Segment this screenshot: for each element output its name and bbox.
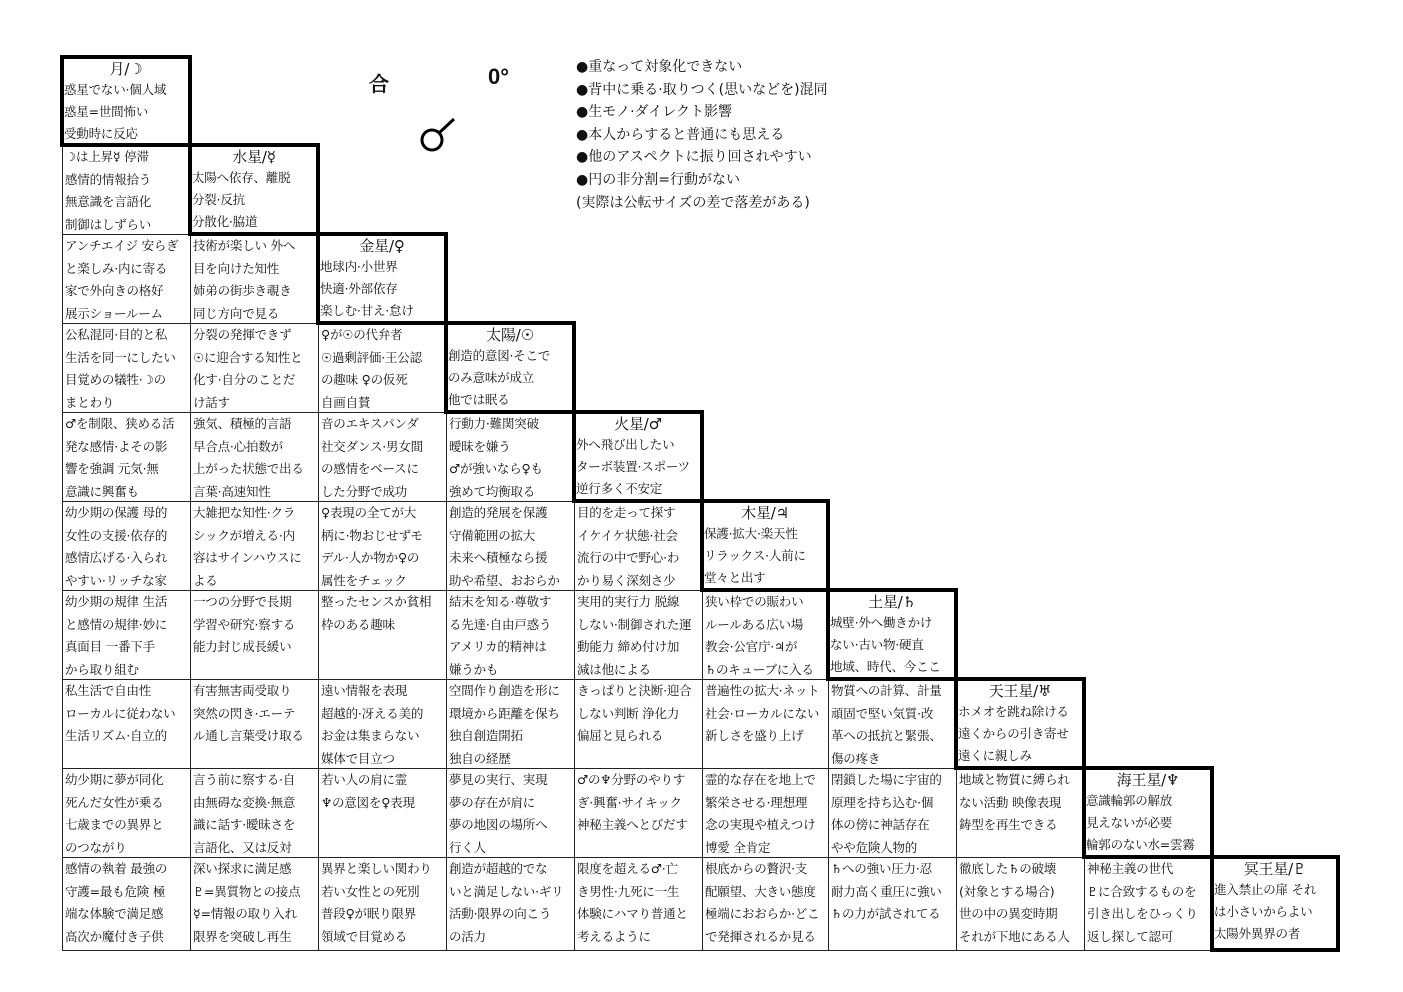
cell-text-line: ♇=異質物との接点: [193, 883, 301, 899]
note-item: ●円の非分割=行動がない: [576, 171, 740, 188]
cell-text-line: 若い人の肩に霊: [321, 772, 408, 787]
aspect-cell-mercury-neptune: [190, 768, 319, 858]
cell-text-line: 由無碍な変換·無意: [193, 794, 296, 810]
cell-text-line: き男性·九死に一生: [577, 883, 680, 899]
cell-text-line: 創造が超越的でな: [449, 861, 548, 876]
cell-text-line: ♆の意図を♀表現: [321, 794, 415, 810]
cell-text-line: 幼少期に夢が同化: [65, 772, 164, 787]
cell-text-line: 鋳型を再生できる: [959, 817, 1058, 832]
cell-text-line: 無意識を言語化: [65, 194, 152, 209]
cell-text-line: 言語化、又は反対: [193, 839, 292, 855]
planet-cell-venus: [316, 232, 448, 325]
cell-text-line: 属性をチェック: [321, 572, 407, 588]
cell-text-line: 自画自賛: [321, 394, 371, 410]
planet-text-line: ターボ装置·スポーツ: [576, 459, 690, 474]
cell-text-line: 未来へ積極なら援: [449, 550, 548, 565]
cell-text-line: 徹底した♄の破壊: [959, 861, 1057, 876]
cell-text-line: 感情の執着 最強の: [65, 861, 168, 876]
cell-text-line: 言う前に察する·自: [193, 772, 296, 787]
cell-text-line: 媒体で目立つ: [321, 750, 395, 766]
cell-text-line: 神秘主義へとびだす: [577, 817, 688, 832]
cell-text-line: まとわり: [65, 394, 115, 410]
aspect-cell-sun-neptune: [446, 768, 575, 858]
aspect-cell-mercury-saturn: [190, 590, 319, 680]
cell-text-line: 嫌うかも: [449, 661, 499, 677]
planet-cell-pluto: [1210, 855, 1340, 952]
cell-text-line: 空間作り創造を形に: [449, 683, 560, 698]
cell-text-line: 大雑把な知性·クラ: [193, 505, 296, 520]
cell-text-line: 異界と楽しい関わり: [321, 861, 432, 876]
cell-text-line: け話す: [193, 394, 230, 410]
cell-text-line: いと満足しない·ギリ: [449, 883, 564, 899]
cell-text-line: 動能力 締め付け加: [577, 639, 680, 654]
cell-text-line: ☉過剰評価·王公認: [321, 349, 422, 365]
cell-text-line: 活動·限界の向こう: [449, 906, 552, 921]
cell-text-line: 体の傍に神話存在: [831, 817, 930, 832]
cell-text-line: 整ったセンスか貧相: [321, 594, 432, 609]
planet-text-line: 堂々と出す: [704, 570, 766, 585]
cell-text-line: ローカルに従わない: [65, 705, 176, 721]
cell-text-line: それが下地にある人: [959, 928, 1070, 944]
aspect-cell-venus-mars: [318, 412, 447, 502]
cell-text-line: 偏屈と見られる: [577, 728, 664, 743]
aspect-cell-venus-pluto: [318, 857, 447, 951]
cell-text-line: 死んだ女性が乗る: [65, 794, 164, 810]
planet-text-line: 外へ飛び出したい: [576, 437, 675, 452]
aspect-cell-jupiter-pluto: [702, 857, 829, 951]
cell-text-line: 強めて均衡取る: [449, 483, 536, 499]
cell-text-line: 夢の存在が肩に: [449, 794, 536, 810]
cell-text-line: 考えるように: [577, 928, 651, 944]
aspect-cell-mars-neptune: [574, 768, 703, 858]
planet-text-line: 創造的意図·そこで: [448, 348, 551, 363]
cell-text-line: 流行の中で野心·わ: [577, 550, 680, 565]
cell-text-line: 頑固で堅い気質·改: [831, 705, 934, 721]
cell-text-line: 物質への計算、計量: [831, 683, 942, 698]
cell-text-line: 行動力·難関突破: [449, 416, 539, 431]
planet-cell-moon: [60, 55, 192, 147]
planet-cell-uranus: [954, 677, 1086, 770]
cell-text-line: ♄への強い圧力·忍: [831, 861, 932, 876]
cell-text-line: [321, 659, 446, 681]
cell-text-line: 容はサインハウスに: [193, 550, 302, 565]
planet-title: 金星/♀: [359, 237, 405, 255]
cell-text-line: ♀表現の全てが大: [321, 505, 417, 520]
cell-text-line: 神秘主義の世代: [1087, 861, 1174, 876]
cell-text-line: 目的を走って探す: [577, 505, 676, 520]
cell-text-line: しない·制御された運: [577, 616, 692, 632]
cell-text-line: で発揮されるか見る: [705, 928, 816, 944]
planet-text-line: リラックス·人前に: [704, 548, 806, 563]
cell-text-line: イケイケ状態·社会: [577, 527, 678, 543]
aspect-cell-saturn-pluto: [828, 857, 957, 951]
cell-text-line: 創造的発展を保護: [449, 505, 548, 520]
cell-text-line: [577, 837, 702, 859]
planet-title: 木星/♃: [741, 504, 789, 522]
aspect-degree: 0°: [488, 64, 510, 89]
aspect-cell-sun-jupiter: [446, 501, 575, 591]
cell-text-line: 突然の閃き·エーテ: [193, 705, 296, 721]
planet-cell-saturn: [826, 588, 958, 681]
cell-text-line: 原理を持ち込む·個: [831, 794, 934, 810]
aspect-cell-moon-jupiter: [62, 501, 191, 591]
aspect-cell-mercury-pluto: [190, 857, 319, 951]
aspect-cell-venus-saturn: [318, 590, 447, 680]
aspect-cell-moon-mercury: [62, 145, 191, 235]
cell-text-line: きっぱりと決断·迎合: [577, 683, 692, 698]
cell-text-line: と感情の規律·妙に: [65, 616, 168, 632]
aspect-cell-saturn-uranus: [828, 679, 957, 769]
cell-text-line: の活力: [449, 928, 486, 944]
cell-text-line: 若い女性との死別: [321, 883, 420, 899]
cell-text-line: [959, 837, 1084, 859]
cell-text-line: の趣味 ♀の仮死: [321, 372, 408, 387]
cell-text-line: ル通し言葉受け取る: [193, 728, 304, 743]
cell-text-line: [321, 837, 446, 859]
cell-text-line: 学習や研究·察する: [193, 616, 296, 632]
cell-text-line: 限界を突破し再生: [193, 928, 292, 944]
aspect-cell-mercury-sun: [190, 323, 319, 413]
planet-title: 月/☽: [109, 60, 143, 78]
cell-text-line: 繁栄させる·理想理: [705, 794, 808, 810]
cell-text-line: 体験にハマり普通と: [577, 906, 688, 921]
note-item: ●背中に乗る·取りつく(思いなどを)混同: [576, 81, 828, 98]
cell-text-line: 普段♀が眠り限界: [321, 906, 417, 921]
planet-text-line: のみ意味が成立: [448, 370, 535, 385]
cell-text-line: ♂が強いなら♀も: [449, 461, 543, 476]
cell-text-line: 幼少期の規律 生活: [65, 594, 168, 609]
planet-cell-jupiter: [700, 499, 830, 592]
cell-text-line: 姉弟の街歩き覗き: [193, 283, 292, 298]
cell-text-line: ♄の力が試されてる: [831, 906, 941, 921]
cell-text-line: 新しさを盛り上げ: [705, 728, 804, 743]
aspect-cell-venus-uranus: [318, 679, 447, 769]
planet-text-line: 地球内·小世界: [320, 259, 398, 274]
cell-text-line: ルールある広い場: [705, 616, 804, 632]
cell-text-line: 幼少期の保護 母的: [65, 505, 168, 520]
cell-text-line: ♀が☉の代弁者: [321, 327, 403, 342]
cell-text-line: 耐力高く重圧に強い: [831, 883, 942, 899]
cell-text-line: 家で外向きの格好: [65, 283, 164, 298]
aspect-cell-sun-mars: [446, 412, 575, 502]
aspect-cell-moon-venus: [62, 234, 191, 324]
cell-text-line: した分野で成功: [321, 483, 408, 499]
aspect-cell-mercury-mars: [190, 412, 319, 502]
cell-text-line: 助や希望、おおらか: [449, 572, 560, 588]
cell-text-line: やや危険人物的: [831, 839, 918, 855]
cell-text-line: ♂を制限、狭める活: [65, 416, 175, 431]
planet-text-line: は小さいからよい: [1214, 904, 1313, 919]
cell-text-line: 同じ方向で見る: [193, 305, 280, 321]
cell-text-line: 結末を知る·尊敬す: [449, 594, 552, 609]
cell-text-line: る先達·自由戸惑う: [449, 616, 552, 632]
cell-text-line: 根底からの贅沢·支: [705, 861, 808, 876]
cell-text-line: 真面目 一番下手: [65, 639, 155, 654]
cell-text-line: 夢の地図の場所へ: [449, 817, 548, 832]
cell-text-line: 強気、積極的言語: [193, 416, 292, 431]
cell-text-line: 響を強調 元気·無: [65, 461, 159, 476]
cell-text-line: 七歳までの異界と: [65, 817, 164, 832]
cell-text-line: 超越的·冴える美的: [321, 705, 424, 721]
cell-text-line: 実用的実行力 脱線: [577, 594, 680, 609]
planet-cell-mercury: [188, 143, 320, 236]
planet-text-line: 輪郭のない水=雲霧: [1086, 837, 1195, 852]
cell-text-line: と楽しみ·内に寄る: [65, 260, 168, 276]
note-item: ●他のアスペクトに振り回されやすい: [576, 149, 812, 166]
planet-text-line: 逆行多く不安定: [576, 481, 663, 496]
aspect-cell-moon-mars: [62, 412, 191, 502]
cell-text-line: [193, 748, 318, 770]
aspect-cell-moon-uranus: [62, 679, 191, 769]
cell-text-line: 革への抵抗と緊張、: [831, 728, 942, 743]
aspect-cell-mars-saturn: [574, 590, 703, 680]
cell-text-line: 枠のある趣味: [321, 616, 395, 632]
note-item: ●生モノ·ダイレクト影響: [576, 104, 732, 121]
planet-cell-neptune: [1082, 766, 1214, 859]
cell-text-line: ☿=情報の取り入れ: [193, 906, 297, 921]
cell-text-line: 分裂の発揮できず: [193, 327, 292, 342]
aspect-cell-venus-neptune: [318, 768, 447, 858]
cell-text-line: 上がった状態で出る: [193, 461, 304, 476]
cell-text-line: ない活動 映像表現: [959, 794, 1062, 810]
planet-text-line: 遠くに親しみ: [958, 748, 1032, 763]
planet-title: 海王星/♆: [1116, 771, 1180, 789]
cell-text-line: 霊的な存在を地上で: [705, 772, 816, 787]
cell-text-line: [705, 748, 828, 770]
cell-text-line: アンチエイジ 安らぎ: [65, 238, 179, 253]
aspect-cell-neptune-pluto: [1084, 857, 1213, 951]
cell-text-line: 行く人: [449, 839, 486, 855]
planet-text-line: 城壁·外へ働きかけ: [830, 615, 933, 630]
cell-text-line: [193, 659, 318, 681]
planet-text-line: 太陽へ依存、離脱: [192, 170, 291, 185]
planet-text-line: 楽しむ·甘え·怠け: [320, 303, 414, 318]
cell-text-line: 減は他による: [577, 661, 651, 677]
conjunction-symbol-icon: [418, 116, 462, 156]
planet-title: 天王星/♅: [988, 682, 1052, 700]
cell-text-line: 音のエキスパンダ: [321, 416, 419, 431]
cell-text-line: 生活を同一にしたい: [65, 349, 176, 365]
cell-text-line: 環境から距離を保ち: [449, 705, 560, 721]
cell-text-line: 深い探求に満足感: [193, 861, 292, 876]
aspect-cell-jupiter-saturn: [702, 590, 829, 680]
planet-text-line: 快適·外部依存: [320, 281, 398, 296]
planet-text-line: 進入禁止の扉 それ: [1214, 882, 1317, 897]
planet-text-line: 意識輪郭の解放: [1086, 793, 1173, 808]
planet-text-line: 見えないが必要: [1086, 815, 1173, 830]
cell-text-line: 限度を超える♂·亡: [577, 861, 678, 876]
cell-text-line: 高次か魔付き子供: [65, 928, 164, 944]
cell-text-line: ぎ·興奮·サイキック: [577, 794, 682, 810]
cell-text-line: 化す·自分のことだ: [193, 372, 296, 387]
aspect-cell-saturn-neptune: [828, 768, 957, 858]
cell-text-line: 守備範囲の拡大: [449, 527, 536, 543]
aspect-cell-mars-jupiter: [574, 501, 703, 591]
planet-text-line: 地域、時代、今ここ: [830, 659, 941, 674]
planet-title: 水星/☿: [232, 148, 276, 166]
cell-text-line: ☉に迎合する知性と: [193, 349, 303, 365]
planet-text-line: 他では眠る: [448, 392, 510, 407]
cell-text-line: 地域と物質に縛られ: [959, 772, 1070, 787]
cell-text-line: [321, 814, 446, 837]
cell-text-line: から取り組む: [65, 661, 139, 677]
planet-text-line: 太陽外異界の者: [1214, 926, 1301, 941]
cell-text-line: 目覚めの犠牲·☽の: [65, 372, 166, 387]
aspect-cell-moon-saturn: [62, 590, 191, 680]
cell-text-line: 発な感情·よその影: [65, 438, 168, 454]
aspect-cell-mercury-uranus: [190, 679, 319, 769]
aspect-cell-moon-pluto: [62, 857, 191, 951]
cell-text-line: 普遍性の拡大·ネット: [705, 683, 820, 698]
planet-title: 太陽/☉: [486, 326, 534, 344]
cell-text-line: 展示ショールーム: [65, 305, 163, 321]
aspect-cell-venus-sun: [318, 323, 447, 413]
cell-text-line: 夢見の実行、実現: [449, 772, 548, 787]
cell-text-line: 言葉·高速知性: [193, 483, 271, 499]
cell-text-line: 公私混同·目的と私: [65, 327, 168, 342]
cell-text-line: 早合点·心拍数が: [193, 438, 283, 454]
planet-text-line: 惑星=世間怖い: [64, 104, 149, 119]
cell-text-line: やすい·リッチな家: [65, 572, 167, 588]
aspect-cell-jupiter-neptune: [702, 768, 829, 858]
cell-text-line: シックが増える·内: [193, 527, 295, 543]
cell-text-line: 配願望、大きい態度: [705, 883, 816, 899]
cell-text-line: 識に話す·曖昧さを: [193, 817, 296, 832]
planet-title: 火星/♂: [614, 415, 662, 433]
note-footnote: (実際は公転サイズの差で落差がある): [576, 194, 810, 211]
cell-text-line: ♇に合致するものを: [1087, 883, 1197, 899]
cell-text-line: [321, 636, 446, 659]
cell-text-line: 独自創造開拓: [449, 728, 523, 743]
cell-text-line: 守護=最も危険 極: [65, 883, 166, 899]
aspect-notes: [576, 56, 828, 214]
aspect-cell-sun-uranus: [446, 679, 575, 769]
cell-text-line: ♂の♆分野のやりす: [577, 772, 686, 787]
note-item: ●重なって対象化できない: [576, 59, 743, 75]
aspect-cell-mercury-jupiter: [190, 501, 319, 591]
cell-text-line: のつながり: [65, 839, 127, 855]
cell-text-line: 領域で目覚める: [321, 928, 408, 944]
cell-text-line: デル·人か物か♀の: [321, 550, 420, 565]
cell-text-line: 生活リズム·自立的: [65, 728, 167, 743]
cell-text-line: 一つの分野で長期: [193, 594, 292, 609]
cell-text-line: ☽は上昇☿ 停滞: [65, 149, 149, 164]
aspect-cell-sun-pluto: [446, 857, 575, 951]
aspect-cell-moon-neptune: [62, 768, 191, 858]
cell-text-line: 技術が楽しい 外へ: [193, 238, 296, 253]
aspect-cell-venus-jupiter: [318, 501, 447, 591]
aspect-cell-mars-pluto: [574, 857, 703, 951]
aspect-name: 合: [369, 72, 389, 96]
cell-text-line: [65, 748, 190, 770]
cell-text-line: 能力封じ成長緩い: [193, 639, 292, 654]
cell-text-line: 意識に興奮も: [65, 483, 139, 499]
cell-text-line: [577, 748, 702, 770]
cell-text-line: 私生活で自由性: [65, 683, 152, 698]
cell-text-line: 独自の経歴: [449, 750, 511, 766]
planet-text-line: 保護·拡大·楽天性: [704, 526, 798, 541]
planet-text-line: 受動時に反応: [64, 126, 138, 141]
cell-text-line: アメリカ的精神は: [449, 639, 547, 654]
cell-text-line: 有害無害両受取り: [193, 683, 292, 698]
cell-text-line: 端な体験で満足感: [65, 906, 164, 921]
aspect-cell-uranus-pluto: [956, 857, 1085, 951]
aspect-cell-uranus-neptune: [956, 768, 1085, 858]
cell-text-line: 返し探して認可: [1087, 928, 1174, 944]
cell-text-line: 目を向けた知性: [193, 260, 280, 276]
cell-text-line: 閉鎖した場に宇宙的: [831, 772, 942, 787]
planet-cell-mars: [572, 410, 704, 503]
note-item: ●本人からすると普通にも思える: [576, 126, 785, 143]
aspect-cell-mars-uranus: [574, 679, 703, 769]
cell-text-line: 遠い情報を表現: [321, 683, 408, 698]
cell-text-line: の感情をベースに: [321, 461, 419, 476]
planet-title: 土星/♄: [868, 593, 916, 611]
planet-text-line: 惑星でない·個人域: [64, 82, 167, 97]
planet-text-line: ない·古い物·硬直: [830, 637, 924, 652]
cell-text-line: [831, 926, 956, 949]
cell-text-line: 社会·ローカルにない: [705, 705, 820, 721]
aspect-cell-sun-saturn: [446, 590, 575, 680]
cell-text-line: (対象とする場合): [959, 883, 1055, 899]
cell-text-line: 狭い枠での賑わい: [705, 594, 804, 609]
cell-text-line: よる: [193, 572, 218, 588]
cell-text-line: 博愛 全肯定: [705, 839, 771, 855]
cell-text-line: 感情広げる·入られ: [65, 550, 168, 565]
planet-title: 冥王星/♇: [1243, 860, 1307, 878]
cell-text-line: 極端におおらか·どこ: [705, 906, 820, 921]
planet-text-line: ホメオを跳ね除ける: [958, 704, 1069, 719]
cell-text-line: 女性の支援·依存的: [65, 527, 168, 543]
planet-text-line: 分散化·脇道: [192, 214, 258, 229]
cell-text-line: かり易く深刻さ少: [577, 572, 676, 588]
cell-text-line: 柄に·物おじせずモ: [321, 527, 423, 543]
cell-text-line: お金は集まらない: [321, 728, 420, 743]
aspect-cell-jupiter-uranus: [702, 679, 829, 769]
cell-text-line: 傷の疼き: [831, 750, 881, 766]
cell-text-line: しない判断 浄化力: [577, 705, 680, 721]
planet-text-line: 分裂·反抗: [192, 192, 245, 207]
cell-text-line: 念の実現や植えつけ: [705, 817, 816, 832]
aspect-cell-moon-sun: [62, 323, 191, 413]
cell-text-line: 世の中の異変時期: [959, 906, 1058, 921]
cell-text-line: 曖昧を嫌う: [449, 438, 511, 454]
cell-text-line: 感情的情報拾う: [65, 171, 152, 187]
aspect-cell-mercury-venus: [190, 234, 319, 324]
cell-text-line: 社交ダンス·男女間: [321, 438, 423, 454]
planet-text-line: 遠くからの引き寄せ: [958, 726, 1069, 741]
cell-text-line: 引き出しをひっくり: [1087, 906, 1198, 921]
cell-text-line: 制御はしずらい: [65, 216, 152, 232]
planet-cell-sun: [444, 321, 576, 414]
cell-text-line: ♄のキューブに入る: [705, 661, 814, 677]
cell-text-line: 教会·公官庁·♃が: [705, 639, 798, 654]
